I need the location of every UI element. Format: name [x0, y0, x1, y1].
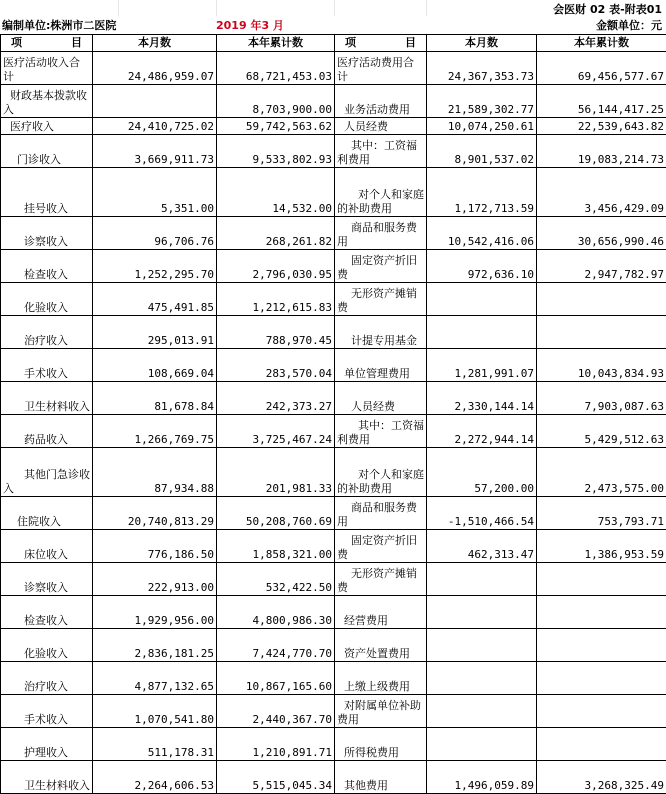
expense-ytd-value: [537, 728, 666, 761]
expense-month-value: 1,281,991.07: [427, 349, 537, 382]
income-month-value: 511,178.31: [93, 728, 217, 761]
income-ytd-value: 3,725,467.24: [217, 415, 335, 448]
income-item-label: 医疗收入: [1, 118, 93, 135]
table-row: [1, 448, 666, 497]
header-month-right: 本月数: [427, 35, 537, 52]
income-month-value: 81,678.84: [93, 382, 217, 415]
income-item-label: 诊察收入: [1, 217, 93, 250]
expense-month-value: [427, 563, 537, 596]
table-row: [1, 316, 666, 349]
expense-month-value: 21,589,302.77: [427, 85, 537, 118]
income-item-label: 医疗活动收入合计: [1, 52, 93, 85]
income-item-label: 化验收入: [1, 629, 93, 662]
expense-ytd-value: 1,386,953.59: [537, 530, 666, 563]
compiling-unit: 编制单位:株洲市二医院: [2, 17, 116, 33]
expense-ytd-value: [537, 563, 666, 596]
income-ytd-value: 268,261.82: [217, 217, 335, 250]
income-ytd-value: 2,796,030.95: [217, 250, 335, 283]
income-ytd-value: 1,210,891.71: [217, 728, 335, 761]
expense-ytd-value: [537, 629, 666, 662]
table-row: [1, 135, 666, 168]
income-expense-table: [0, 34, 666, 794]
income-month-value: 24,410,725.02: [93, 118, 217, 135]
expense-item-label: 其中：工资福利费用: [335, 135, 427, 168]
income-item-label: 化验收入: [1, 283, 93, 316]
expense-item-label: 固定资产折旧费: [335, 250, 427, 283]
expense-item-label: 商品和服务费用: [335, 217, 427, 250]
table-row: [1, 497, 666, 530]
expense-month-value: [427, 728, 537, 761]
expense-item-label: 人员经费: [335, 118, 427, 135]
expense-item-label: 资产处置费用: [335, 629, 427, 662]
income-item-label: 住院收入: [1, 497, 93, 530]
expense-item-label: 上缴上级费用: [335, 662, 427, 695]
header-ytd-left: 本年累计数: [217, 35, 335, 52]
income-item-label: 手术收入: [1, 349, 93, 382]
table-header: [1, 35, 666, 52]
table-row: [1, 761, 666, 794]
income-month-value: 5,351.00: [93, 168, 217, 217]
income-ytd-value: 532,422.50: [217, 563, 335, 596]
expense-ytd-value: 3,456,429.09: [537, 168, 666, 217]
table-row: [1, 563, 666, 596]
income-ytd-value: 8,703,900.00: [217, 85, 335, 118]
expense-ytd-value: 3,268,325.49: [537, 761, 666, 794]
expense-month-value: 2,272,944.14: [427, 415, 537, 448]
income-ytd-value: 283,570.04: [217, 349, 335, 382]
income-month-value: [93, 85, 217, 118]
table-row: [1, 250, 666, 283]
income-ytd-value: 788,970.45: [217, 316, 335, 349]
report-top-line: [0, 0, 666, 16]
income-ytd-value: 201,981.33: [217, 448, 335, 497]
income-ytd-value: 242,373.27: [217, 382, 335, 415]
expense-item-label: 商品和服务费用: [335, 497, 427, 530]
table-row: [1, 728, 666, 761]
expense-item-label: 对附属单位补助费用: [335, 695, 427, 728]
income-month-value: 295,013.91: [93, 316, 217, 349]
expense-ytd-value: 56,144,417.25: [537, 85, 666, 118]
expense-item-label: 对个人和家庭的补助费用: [335, 168, 427, 217]
expense-ytd-value: 5,429,512.63: [537, 415, 666, 448]
expense-item-label: 单位管理费用: [335, 349, 427, 382]
expense-ytd-value: 753,793.71: [537, 497, 666, 530]
expense-ytd-value: 2,473,575.00: [537, 448, 666, 497]
income-item-label: 卫生材料收入: [1, 761, 93, 794]
income-item-label: 挂号收入: [1, 168, 93, 217]
expense-ytd-value: 30,656,990.46: [537, 217, 666, 250]
table-row: [1, 168, 666, 217]
income-ytd-value: 1,212,615.83: [217, 283, 335, 316]
expense-ytd-value: [537, 316, 666, 349]
table-row: [1, 52, 666, 85]
income-month-value: 24,486,959.07: [93, 52, 217, 85]
table-row: [1, 349, 666, 382]
expense-month-value: 10,074,250.61: [427, 118, 537, 135]
expense-month-value: 8,901,537.02: [427, 135, 537, 168]
table-body: [1, 52, 666, 794]
expense-ytd-value: 22,539,643.82: [537, 118, 666, 135]
expense-month-value: 10,542,416.06: [427, 217, 537, 250]
expense-ytd-value: [537, 695, 666, 728]
expense-month-value: 24,367,353.73: [427, 52, 537, 85]
amount-unit: 金额单位：元: [596, 17, 662, 33]
income-month-value: 20,740,813.29: [93, 497, 217, 530]
income-item-label: 治疗收入: [1, 662, 93, 695]
expense-item-label: 其他费用: [335, 761, 427, 794]
expense-month-value: [427, 629, 537, 662]
expense-ytd-value: [537, 596, 666, 629]
expense-ytd-value: 19,083,214.73: [537, 135, 666, 168]
table-row: [1, 382, 666, 415]
expense-ytd-value: 10,043,834.93: [537, 349, 666, 382]
table-row: [1, 662, 666, 695]
table-row: [1, 118, 666, 135]
expense-ytd-value: [537, 662, 666, 695]
table-row: [1, 530, 666, 563]
table-row: [1, 629, 666, 662]
header-month-left: 本月数: [93, 35, 217, 52]
income-ytd-value: 10,867,165.60: [217, 662, 335, 695]
income-ytd-value: 2,440,367.70: [217, 695, 335, 728]
expense-ytd-value: 69,456,577.67: [537, 52, 666, 85]
report-info-line: [0, 16, 666, 33]
expense-item-label: 其中：工资福利费用: [335, 415, 427, 448]
expense-item-label: 经营费用: [335, 596, 427, 629]
income-month-value: 1,929,956.00: [93, 596, 217, 629]
income-ytd-value: 68,721,453.03: [217, 52, 335, 85]
income-month-value: 96,706.76: [93, 217, 217, 250]
expense-item-label: 计提专用基金: [335, 316, 427, 349]
income-item-label: 财政基本拨款收入: [1, 85, 93, 118]
income-item-label: 手术收入: [1, 695, 93, 728]
grid-line: [426, 0, 427, 16]
expense-month-value: 1,172,713.59: [427, 168, 537, 217]
income-month-value: 2,836,181.25: [93, 629, 217, 662]
table-row: [1, 85, 666, 118]
expense-month-value: -1,510,466.54: [427, 497, 537, 530]
header-item-right: 项 目: [335, 35, 427, 52]
income-item-label: 门诊收入: [1, 135, 93, 168]
income-ytd-value: 7,424,770.70: [217, 629, 335, 662]
income-item-label: 治疗收入: [1, 316, 93, 349]
income-item-label: 检查收入: [1, 250, 93, 283]
expense-item-label: 无形资产摊销费: [335, 283, 427, 316]
expense-item-label: 无形资产摊销费: [335, 563, 427, 596]
expense-month-value: 2,330,144.14: [427, 382, 537, 415]
income-ytd-value: 59,742,563.62: [217, 118, 335, 135]
income-month-value: 3,669,911.73: [93, 135, 217, 168]
income-ytd-value: 5,515,045.34: [217, 761, 335, 794]
table-row: [1, 695, 666, 728]
income-month-value: 1,070,541.80: [93, 695, 217, 728]
income-month-value: 2,264,606.53: [93, 761, 217, 794]
grid-line: [118, 0, 119, 16]
expense-ytd-value: 7,903,087.63: [537, 382, 666, 415]
expense-item-label: 对个人和家庭的补助费用: [335, 448, 427, 497]
grid-line: [216, 0, 217, 16]
income-month-value: 475,491.85: [93, 283, 217, 316]
income-month-value: 87,934.88: [93, 448, 217, 497]
expense-ytd-value: [537, 283, 666, 316]
expense-month-value: [427, 316, 537, 349]
income-ytd-value: 50,208,760.69: [217, 497, 335, 530]
income-item-label: 护理收入: [1, 728, 93, 761]
expense-item-label: 医疗活动费用合计: [335, 52, 427, 85]
report-period: 2019 年3 月: [216, 17, 284, 33]
income-month-value: 4,877,132.65: [93, 662, 217, 695]
expense-month-value: [427, 596, 537, 629]
header-ytd-right: 本年累计数: [537, 35, 666, 52]
expense-item-label: 人员经费: [335, 382, 427, 415]
income-ytd-value: 4,800,986.30: [217, 596, 335, 629]
expense-item-label: 所得税费用: [335, 728, 427, 761]
income-month-value: 1,252,295.70: [93, 250, 217, 283]
income-item-label: 药品收入: [1, 415, 93, 448]
income-month-value: 108,669.04: [93, 349, 217, 382]
table-row: [1, 596, 666, 629]
income-month-value: 222,913.00: [93, 563, 217, 596]
income-item-label: 其他门急诊收入: [1, 448, 93, 497]
income-ytd-value: 1,858,321.00: [217, 530, 335, 563]
income-item-label: 床位收入: [1, 530, 93, 563]
expense-month-value: [427, 695, 537, 728]
header-item-left: 项 目: [1, 35, 93, 52]
income-item-label: 检查收入: [1, 596, 93, 629]
expense-item-label: 业务活动费用: [335, 85, 427, 118]
table-row: [1, 217, 666, 250]
expense-month-value: [427, 283, 537, 316]
expense-month-value: 1,496,059.89: [427, 761, 537, 794]
expense-ytd-value: 2,947,782.97: [537, 250, 666, 283]
expense-month-value: [427, 662, 537, 695]
income-item-label: 卫生材料收入: [1, 382, 93, 415]
table-row: [1, 415, 666, 448]
income-month-value: 776,186.50: [93, 530, 217, 563]
income-month-value: 1,266,769.75: [93, 415, 217, 448]
income-item-label: 诊察收入: [1, 563, 93, 596]
expense-month-value: 57,200.00: [427, 448, 537, 497]
table-row: [1, 283, 666, 316]
expense-item-label: 固定资产折旧费: [335, 530, 427, 563]
grid-line: [334, 0, 335, 16]
expense-month-value: 462,313.47: [427, 530, 537, 563]
income-ytd-value: 14,532.00: [217, 168, 335, 217]
expense-month-value: 972,636.10: [427, 250, 537, 283]
income-ytd-value: 9,533,802.93: [217, 135, 335, 168]
report-id: 会医财 02 表-附表01: [553, 1, 662, 17]
